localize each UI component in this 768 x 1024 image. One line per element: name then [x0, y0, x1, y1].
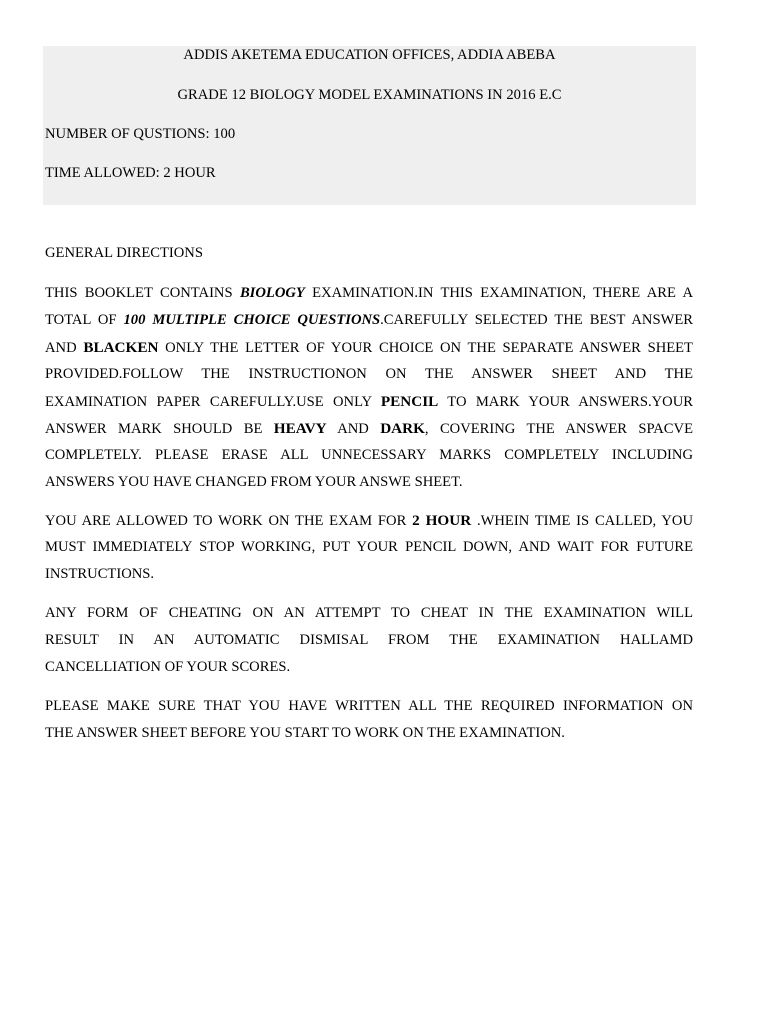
p3-line-1: ANY FORM OF CHEATING ON AN ATTEMPT TO CHEAT IN THE EXAMINATION WILL — [45, 605, 693, 621]
p2-line-1 — [45, 507, 693, 534]
text: ONLY THE LETTER OF YOUR CHOICE ON THE SEPARATE ANSWER SHEET — [158, 340, 693, 356]
p1-line-1 — [45, 280, 693, 307]
p1-line-8: ANSWERS YOU HAVE CHANGED FROM YOUR ANSWE SHEET. — [45, 474, 463, 490]
emphasis-heavy: HEAVY — [273, 420, 327, 437]
number-of-questions: NUMBER OF QUSTIONS: 100 — [45, 126, 236, 142]
p1-line-5 — [45, 388, 693, 415]
office-title: ADDIS AKETEMA EDUCATION OFFICES, ADDIA ABEBA — [183, 47, 556, 63]
text: , COVERING THE ANSWER SPACVE — [424, 421, 693, 437]
emphasis-duration: 2 HOUR — [412, 512, 472, 529]
text: AND — [45, 340, 84, 356]
p1-line-7: COMPLETELY. PLEASE ERASE ALL UNNECESSARY MARKS COMPLETELY INCLUDING — [45, 447, 693, 463]
p2-line-3: INSTRUCTIONS. — [45, 566, 155, 582]
time-allowed: TIME ALLOWED: 2 HOUR — [45, 165, 216, 181]
text: ANSWER MARK SHOULD BE — [45, 421, 274, 437]
text: EXAMINATION PAPER CAREFULLY.USE ONLY — [45, 394, 381, 410]
text: .WHEIN TIME IS CALLED, YOU — [471, 513, 693, 529]
p1-line-2 — [45, 307, 693, 334]
text: TOTAL OF — [45, 312, 124, 328]
emphasis-dark: DARK — [380, 420, 425, 437]
exam-title: GRADE 12 BIOLOGY MODEL EXAMINATIONS IN 2016 E.C — [177, 87, 562, 103]
text: THIS BOOKLET CONTAINS — [45, 285, 240, 301]
emphasis-question-count: 100 MULTIPLE CHOICE QUESTIONS — [123, 312, 381, 328]
general-directions-heading: GENERAL DIRECTIONS — [45, 245, 203, 261]
emphasis-blacken: BLACKEN — [83, 339, 159, 356]
p1-line-3 — [45, 334, 693, 361]
p1-line-6 — [45, 415, 693, 442]
text: AND — [326, 421, 381, 437]
directions-paragraph-4 — [45, 693, 693, 747]
p2-line-2: MUST IMMEDIATELY STOP WORKING, PUT YOUR PENCIL DOWN, AND WAIT FOR FUTURE — [45, 539, 693, 555]
p3-line-3: CANCELLIATION OF YOUR SCORES. — [45, 659, 291, 675]
p1-line-4: PROVIDED.FOLLOW THE INSTRUCTIONON ON THE ANSWER SHEET AND THE — [45, 366, 693, 382]
p4-line-2: THE ANSWER SHEET BEFORE YOU START TO WORK ON THE EXAMINATION. — [45, 725, 565, 741]
text: .CAREFULLY SELECTED THE BEST ANSWER — [380, 312, 693, 328]
p3-line-2: RESULT IN AN AUTOMATIC DISMISAL FROM THE EXAMINATION HALLAMD — [45, 632, 693, 648]
emphasis-biology: BIOLOGY — [239, 285, 305, 301]
directions-paragraph-1 — [45, 280, 693, 496]
text: EXAMINATION.IN THIS EXAMINATION, THERE ARE A — [304, 285, 693, 301]
emphasis-pencil: PENCIL — [380, 393, 439, 410]
directions-paragraph-3 — [45, 600, 693, 681]
directions-paragraph-2 — [45, 507, 693, 588]
text: TO MARK YOUR ANSWERS.YOUR — [438, 394, 693, 410]
p4-line-1: PLEASE MAKE SURE THAT YOU HAVE WRITTEN ALL THE REQUIRED INFORMATION ON — [45, 698, 693, 714]
text: YOU ARE ALLOWED TO WORK ON THE EXAM FOR — [45, 513, 413, 529]
